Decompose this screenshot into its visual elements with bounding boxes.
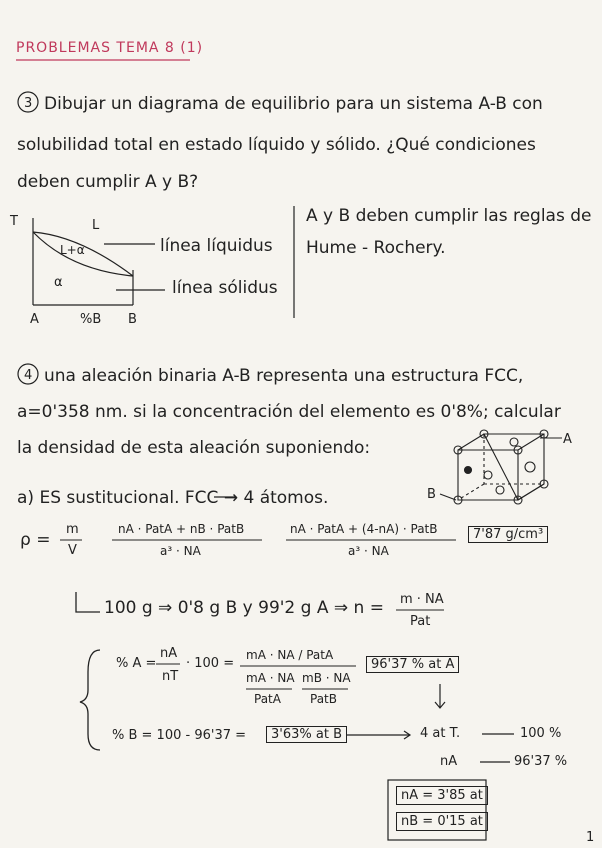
system-brace — [80, 650, 100, 750]
liquidus-curve — [33, 232, 133, 276]
fraction-bars — [60, 540, 456, 689]
diagram-y-axis-label: T — [10, 214, 18, 229]
problem3-line2: solubilidad total en estado líquido y sólido. ¿Qué condiciones — [17, 135, 536, 155]
problem3-answer-line1: A y B deben cumplir las reglas de — [306, 206, 592, 226]
nB-result: nB = 0'15 at — [396, 812, 488, 831]
pctB-line: % B = 100 - 96'37 = — [112, 728, 247, 743]
frac2-num: nA · PatA + (4-nA) · PatB — [290, 522, 438, 536]
mass-line: 100 g ⇒ 0'8 g B y 99'2 g A ⇒ n = — [104, 598, 384, 618]
cube-arrow-b — [440, 494, 456, 500]
pctA-big-num: mA · NA / PatA — [246, 648, 334, 662]
cube-label-b: B — [427, 487, 436, 502]
n-frac-den: Pat — [410, 614, 431, 629]
rule-row2-right: 96'37 % — [514, 754, 568, 769]
page-number: 1 — [586, 830, 595, 845]
frac1-num: nA · PatA + nB · PatB — [118, 522, 245, 536]
frac2-den: a³ · NA — [348, 544, 389, 558]
problem4-line2: a=0'358 nm. si la concentración del elemento es 0'8%; calcular — [17, 402, 561, 422]
problem4-line3: la densidad de esta aleación suponiendo: — [17, 438, 371, 458]
atom-face-center — [484, 471, 492, 479]
atom-face-center — [525, 462, 535, 472]
pctA-result: 96'37 % at A — [366, 656, 459, 673]
diagram-x-mid-label: %B — [80, 312, 102, 327]
problem3-line1: Dibujar un diagrama de equilibrio para un sistema A-B con — [44, 94, 543, 114]
diagram-x-right-label: B — [128, 312, 137, 327]
density-result: 7'87 g/cm³ — [468, 526, 548, 543]
frac1-den: a³ · NA — [160, 544, 201, 558]
cube-edge-3 — [518, 484, 544, 500]
problem4-part-a: a) ES sustitucional. FCC → 4 átomos. — [17, 488, 329, 508]
diagram-region-liquid: L — [92, 218, 100, 233]
pctB-result: 3'63% at B — [266, 726, 347, 743]
problem3-answer-line2: Hume - Rochery. — [306, 238, 446, 258]
rule-row1-left: 4 at T. — [420, 726, 461, 741]
cube-edge-1 — [458, 434, 484, 450]
nA-result: nA = 3'85 at — [396, 786, 488, 805]
problem4-line1: una aleación binaria A-B representa una estructura FCC, — [44, 366, 524, 386]
phase-diagram — [33, 218, 165, 305]
page-title: PROBLEMAS TEMA 8 (1) — [16, 40, 204, 56]
pctA-den1-den: PatA — [254, 692, 281, 706]
rule-row2-left: nA — [440, 754, 458, 769]
diagram-x-left-label: A — [30, 312, 39, 327]
final-results-frame — [388, 780, 486, 840]
frac-m-num: m — [66, 522, 79, 537]
pctA-den1-num: mA · NA — [246, 671, 295, 685]
solidus-curve — [33, 232, 133, 276]
mass-hook-arrow — [76, 592, 100, 612]
diagram-region-mix: L+α — [60, 243, 85, 257]
pctA-den2-den: PatB — [310, 692, 337, 706]
atom-solute — [465, 467, 472, 474]
pctA-frac-den: nT — [162, 669, 179, 684]
pctA-den2-num: mB · NA — [302, 671, 351, 685]
pctA-lhs: % A = — [116, 656, 157, 671]
problem3-line3: deben cumplir A y B? — [17, 172, 199, 192]
pctA-frac-num: nA — [160, 646, 178, 661]
n-frac-num: m · NA — [400, 592, 444, 607]
problem4-number: 4 — [24, 368, 33, 383]
cube-hidden-edge-2 — [458, 484, 484, 500]
rule-row1-right: 100 % — [520, 726, 562, 741]
solidus-label: línea sólidus — [172, 278, 278, 298]
cube-edge-2 — [518, 434, 544, 450]
cube-front-face — [458, 450, 518, 500]
atom-face-center — [496, 486, 504, 494]
density-lhs: ρ = — [20, 530, 51, 550]
diagram-region-solid: α — [54, 275, 63, 290]
frac-m-den: V — [68, 543, 77, 558]
atom-face-center — [510, 438, 518, 446]
cube-label-a: A — [563, 432, 572, 447]
problem3-number: 3 — [24, 96, 33, 111]
liquidus-label: línea líquidus — [160, 236, 273, 256]
fcc-cube — [440, 430, 562, 504]
pctA-times: · 100 = — [186, 656, 235, 671]
